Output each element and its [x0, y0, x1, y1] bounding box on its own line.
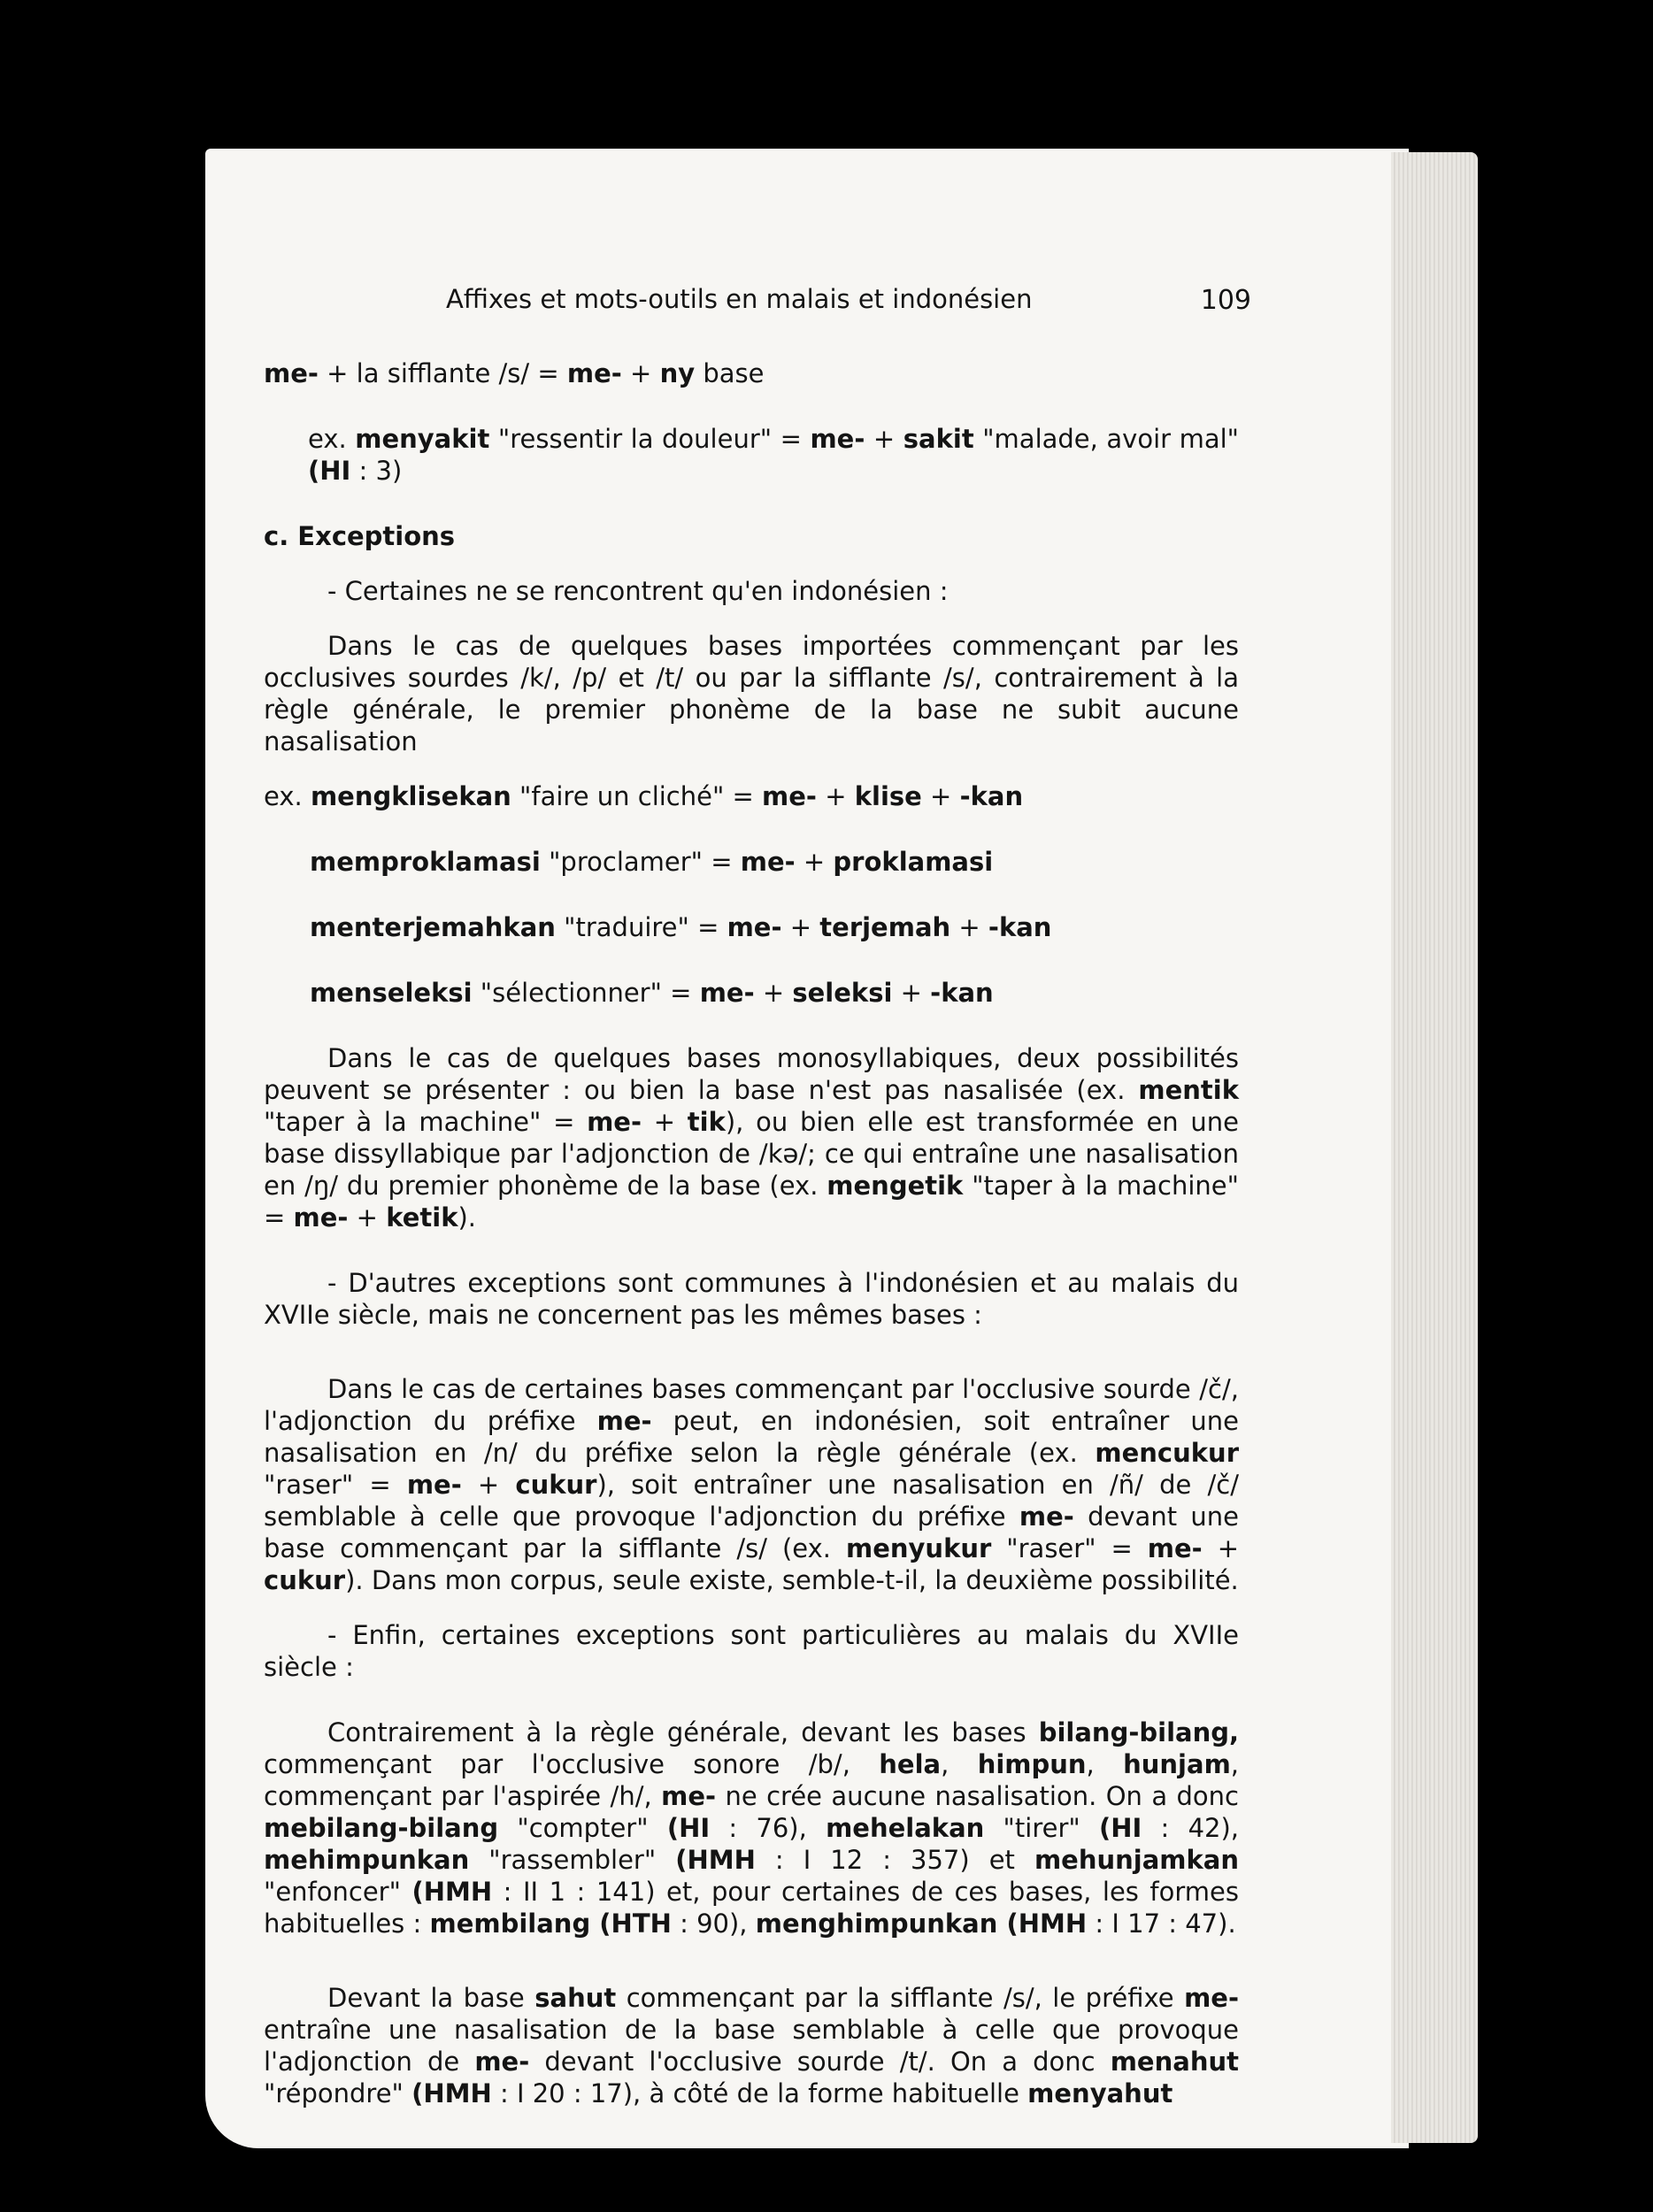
intro-malay: - Enfin, certaines exceptions sont particulières au malais du XVIIe siècle : — [264, 1620, 1239, 1682]
running-title: Affixes et mots-outils en malais et indonésien — [446, 284, 1033, 314]
paragraph-occlusive: Dans le cas de certaines bases commençant par l'occlusive sourde /č/, l'adjonction du préfixe me- peut, en indonésien, soit entraîner une nasalisation en /n/ du préfixe selon la règle générale (ex. mencukur "raser" = me- + cukur), soit entraîner une nasalisation en /ñ/ de /č/ semblable à celle que provoque l'adjonction du préfixe me- devant une base commençant par la sifflante /s/ (ex. menyukur "raser" = me- + cukur). Dans mon corpus, seule existe, semble-t-il, la deuxième possibilité. — [264, 1374, 1239, 1595]
example-sakit: ex. menyakit "ressentir la douleur" = me- + sakit "malade, avoir mal" (HI : 3) — [308, 424, 1239, 486]
paragraph-monosyllabic: Dans le cas de quelques bases monosyllabiques, deux possibilités peuvent se présenter : ou bien la base n'est pas nasalisée (ex. mentik "taper à la machine" = me- + tik), ou bien elle est transformée en une base dissyllabique par l'adjonction de /kə/; ce qui entraîne une nasalisation en /ŋ/ du premier phonème de la base (ex. mengetik "taper à la machine" = me- + ketik). — [264, 1043, 1239, 1233]
page-stack-edge — [1391, 152, 1478, 2143]
running-head — [264, 283, 1251, 327]
section-heading: c. Exceptions — [264, 521, 456, 551]
example-line: menseleksi "sélectionner" = me- + seleksi + -kan — [310, 978, 994, 1008]
paragraph-sahut: Devant la base sahut commençant par la sifflante /s/, le préfixe me- entraîne une nasalisation de la base semblable à celle que provoque l'adjonction de me- devant l'occlusive sourde /t/. On a donc menahut "répondre" (HMH : I 20 : 17), à côté de la forme habituelle menyahut — [264, 1983, 1239, 2108]
intro-indonesian: - Certaines ne se rencontrent qu'en indonésien : — [327, 576, 949, 606]
example-line: memproklamasi "proclamer" = me- + proklamasi — [310, 847, 994, 877]
paragraph-contrary: Contrairement à la règle générale, devant les bases bilang-bilang, commençant par l'occlusive sonore /b/, hela, himpun, hunjam, commençant par l'aspirée /h/, me- ne crée aucune nasalisation. On a donc mebilang-bilang "compter" (HI : 76), mehelakan "tirer" (HI : 42), mehimpunkan "rassembler" (HMH : I 12 : 357) et mehunjamkan "enfoncer" (HMH : II 1 : 141) et, pour certaines de ces bases, les formes habituelles : membilang (HTH : 90), menghimpunkan (HMH : I 17 : 47). — [264, 1717, 1240, 1939]
paragraph-imported-bases: Dans le cas de quelques bases importées commençant par les occlusives sourdes /k/, /p/ et /t/ ou par la sifflante /s/, contrairement à la règle générale, le premier phonème de la base ne subit aucune nasalisation — [264, 631, 1239, 757]
example-line: menterjemahkan "traduire" = me- + terjemah + -kan — [310, 912, 1052, 942]
rule-line: me- + la sifflante /s/ = me- + ny base — [264, 358, 765, 388]
page-content — [264, 283, 1251, 2109]
page-number: 109 — [1200, 285, 1251, 316]
intro-common: - D'autres exceptions sont communes à l'indonésien et au malais du XVIIe siècle, mais ne concernent pas les mêmes bases : — [264, 1268, 1239, 1330]
example-line: ex. mengklisekan "faire un cliché" = me- + klise + -kan — [264, 781, 1024, 811]
